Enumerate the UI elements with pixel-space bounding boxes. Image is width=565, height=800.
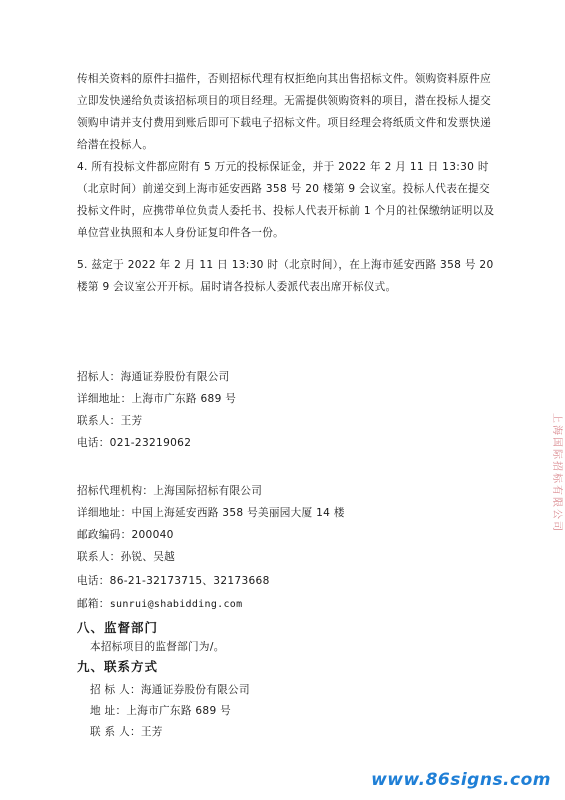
- tenderer-address-line: 详细地址：上海市广东路 689 号: [77, 393, 237, 405]
- paragraph-bid-deposit: 4. 所有投标文件都应附有 5 万元的投标保证金，并于 2022 年 2 月 11 日 13:30 时（北京时间）前递交到上海市延安西路 358 号 20 楼第 9 会议室。投标人代表在提交投标文件时，应携带单位负责人委托书、投标人代表开标前 1 个月的社保缴纳证明以及单位营业执照和本人身份证复印件各一份。: [77, 161, 495, 239]
- paragraph-download-info: 传相关资料的原件扫描件，否则招标代理有权拒绝向其出售招标文件。领购资料原件应立即发快递给负责该招标项目的项目经理。无需提供领购资料的项目，潜在投标人提交领购申请并支付费用到账后即可下载电子招标文件。项目经理会将纸质文件和发票快递给潜在投标人。: [77, 73, 491, 151]
- email-label: 邮箱：: [77, 598, 110, 610]
- agency-line: 招标代理机构：上海国际招标有限公司: [77, 485, 263, 497]
- agency-email-line: [77, 596, 242, 611]
- tenderer-line: 招标人：海通证券股份有限公司: [77, 371, 230, 383]
- section-8-heading: 八、监督部门: [77, 620, 159, 635]
- agency-postcode-line: 邮政编码：200040: [77, 529, 174, 541]
- contact-address-line: 地 址：上海市广东路 689 号: [90, 705, 232, 717]
- paragraph-bid-opening: 5. 兹定于 2022 年 2 月 11 日 13:30 时（北京时间），在上海市延安西路 358 号 20 楼第 9 会议室公开开标。届时请各投标人委派代表出席开标仪式。: [77, 259, 494, 293]
- email-address: sunrui@shabidding.com: [109, 599, 243, 610]
- section-9-heading: 九、联系方式: [77, 659, 159, 674]
- contact-person-line: 联 系 人：王芳: [90, 726, 163, 738]
- supervision-text: 本招标项目的监督部门为/。: [90, 641, 225, 653]
- tenderer-contact-line: 联系人：王芳: [77, 415, 143, 427]
- contact-tenderer-line: 招 标 人：海通证券股份有限公司: [90, 684, 250, 696]
- red-seal-stamp: [530, 395, 565, 545]
- site-watermark: www.86signs.com: [371, 770, 551, 790]
- stamp-text: 上海国际招标有限公司: [551, 413, 562, 533]
- tenderer-phone-line: 电话：021-23219062: [77, 437, 192, 449]
- agency-contact-line: 联系人：孙锐、吴越: [77, 551, 176, 563]
- agency-phone-line: 电话：86-21-32173715、32173668: [77, 575, 270, 587]
- agency-address-line: 详细地址：中国上海延安西路 358 号美丽园大厦 14 楼: [77, 507, 345, 519]
